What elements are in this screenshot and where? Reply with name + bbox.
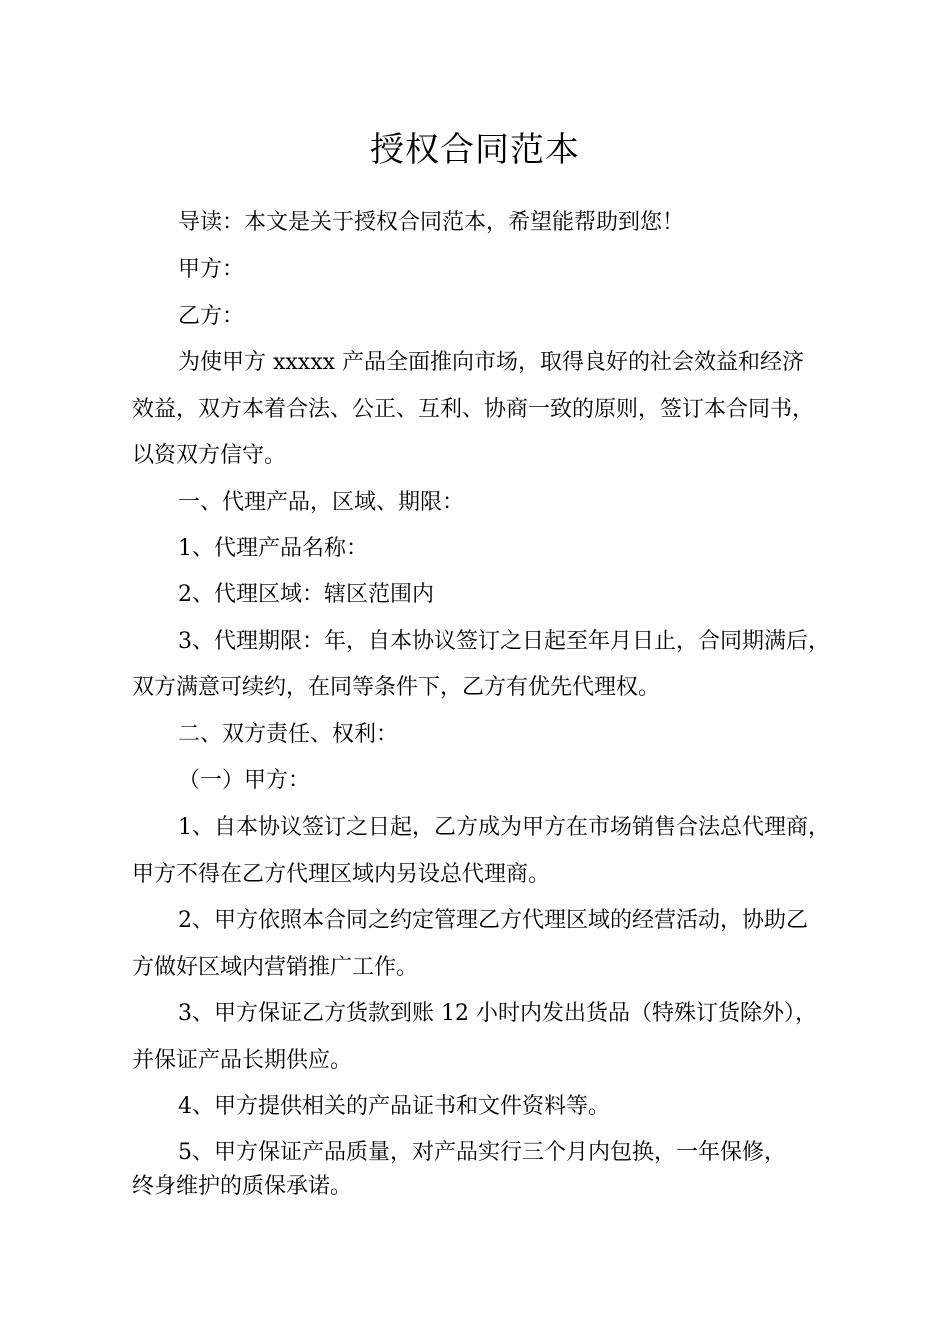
clause-2-1-line-1: 1、自本协议签订之日起，乙方成为甲方在市场销售合法总代理商， [178, 815, 830, 840]
clause-2-3-line-2: 并保证产品长期供应。 [132, 1048, 353, 1073]
preamble-line-1: 为使甲方 xxxxx 产品全面推向市场，取得良好的社会效益和经济 [178, 350, 805, 375]
clause-2-1-line-2: 甲方不得在乙方代理区域内另设总代理商。 [132, 862, 551, 887]
clause-2-4: 4、甲方提供相关的产品证书和文件资料等。 [178, 1094, 610, 1119]
preamble-line-3: 以资双方信守。 [132, 443, 287, 468]
clause-1-3-line-1: 3、代理期限：年，自本协议签订之日起至年月日止，合同期满后， [178, 629, 830, 654]
clause-1-3-line-2: 双方满意可续约，在同等条件下，乙方有优先代理权。 [132, 675, 661, 700]
section-heading-2: 二、双方责任、权利： [178, 722, 399, 747]
intro-line: 导读：本文是关于授权合同范本，希望能帮助到您！ [178, 210, 685, 235]
preamble-line-2: 效益，双方本着合法、公正、互利、协商一致的原则，签订本合同书， [132, 397, 815, 422]
clause-1-1: 1、代理产品名称： [178, 536, 368, 561]
clause-1-2: 2、代理区域：辖区范围内 [178, 582, 434, 607]
clause-2-5-line-1: 5、甲方保证产品质量，对产品实行三个月内包换，一年保修， [178, 1140, 786, 1165]
clause-2-3-line-1: 3、甲方保证乙方货款到账 12 小时内发出货品（特殊订货除外）， [178, 1001, 817, 1026]
clause-2-2-line-1: 2、甲方依照本合同之约定管理乙方代理区域的经营活动，协助乙 [178, 908, 808, 933]
party-b-line: 乙方： [178, 304, 245, 329]
party-a-line: 甲方： [178, 257, 245, 282]
section-heading-1: 一、代理产品，区域、期限： [178, 490, 465, 515]
subsection-heading-a: （一）甲方： [178, 768, 311, 793]
clause-2-5-line-2: 终身维护的质保承诺。 [132, 1174, 353, 1199]
document-title: 授权合同范本 [370, 130, 580, 170]
clause-2-2-line-2: 方做好区域内营销推广工作。 [132, 955, 419, 980]
